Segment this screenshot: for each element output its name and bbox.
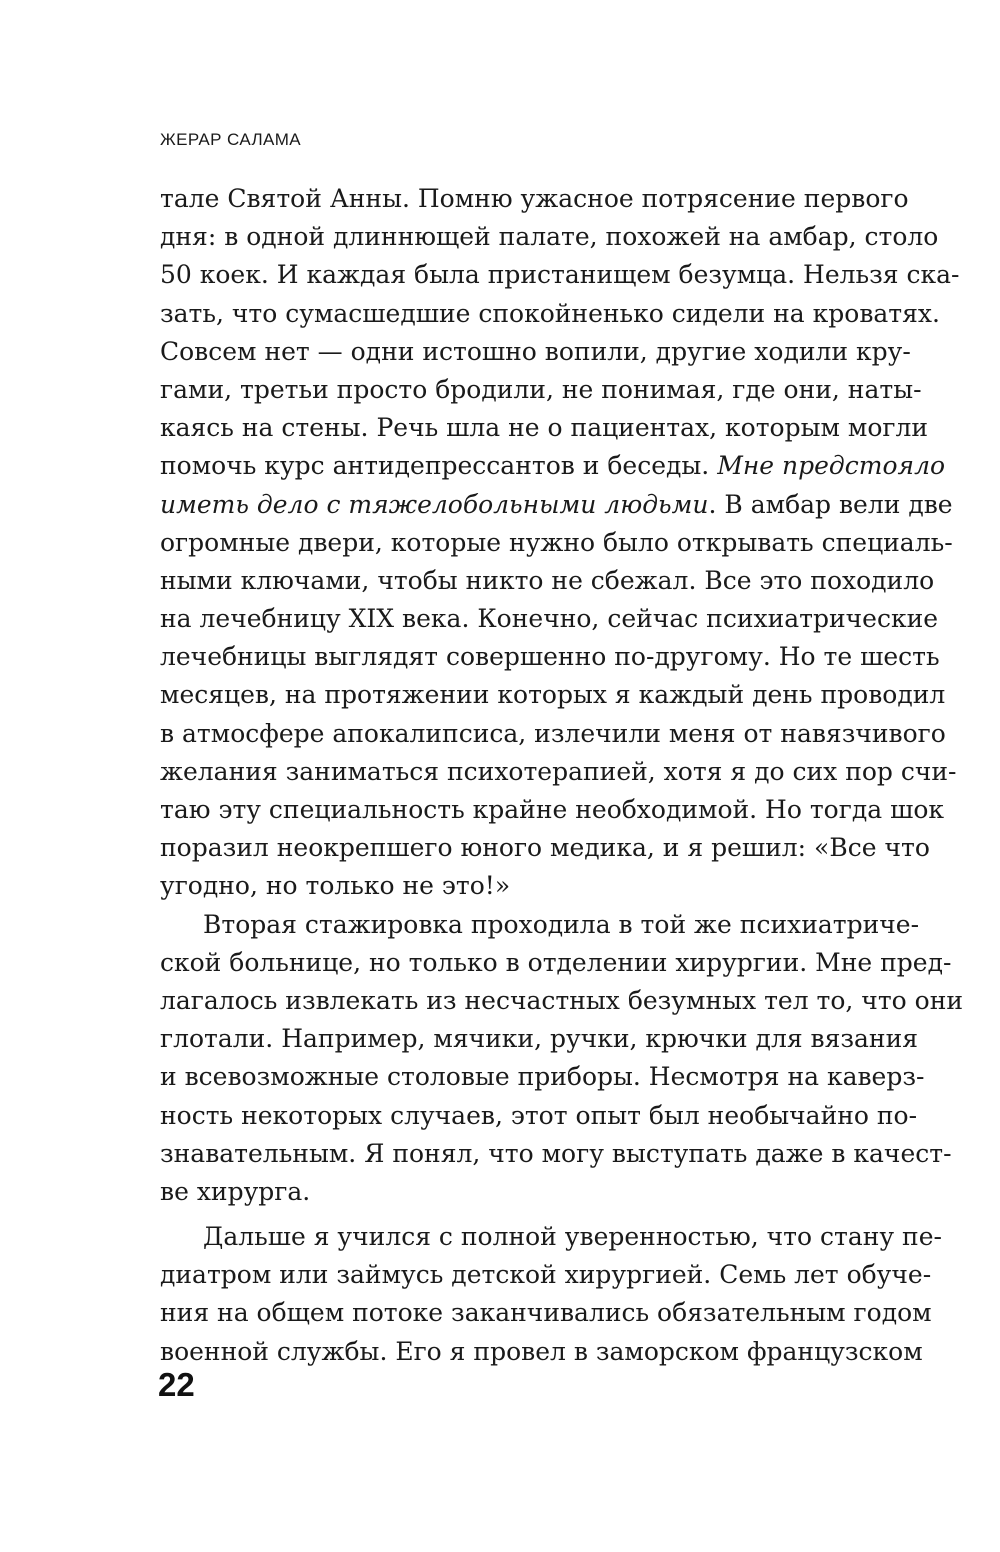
text-line: ве хирурга. [160, 1176, 311, 1206]
italic-segment: иметь дело с тяжелобольными людьми [160, 489, 709, 519]
text-line-mixed [160, 486, 953, 524]
text-line: и всевозможные столовые приборы. Несмотря на каверз- [160, 1062, 925, 1092]
page-number: 22 [158, 1366, 195, 1403]
text-line: Дальше я учился с полной уверенностью, что стану пе- [203, 1222, 942, 1252]
text-line: желания заниматься психотерапией, хотя я до сих пор счи- [160, 756, 957, 786]
text-line: каясь на стены. Речь шла не о пациентах, которым могли [160, 413, 929, 443]
text-line: в атмосфере апокалипсиса, излечили меня от навязчивого [160, 718, 946, 748]
text-line: ными ключами, чтобы никто не сбежал. Все это походило [160, 565, 935, 595]
text-line: поразил неокрепшего юного медика, и я решил: «Все что [160, 833, 930, 863]
text-line: 50 коек. И каждая была пристанищем безумца. Нельзя ска- [160, 260, 960, 290]
italic-segment: Мне предстояло [717, 451, 946, 481]
text-line: угодно, но только не это!» [160, 871, 511, 901]
text-line: гами, третьи просто бродили, не понимая, где они, наты- [160, 374, 922, 404]
text-line: лагалось извлекать из несчастных безумных тел то, что они [160, 985, 964, 1015]
text-line-mixed [160, 447, 946, 485]
text-line: таю эту специальность крайне необходимой. Но тогда шок [160, 795, 944, 824]
text-line: Вторая стажировка проходила в той же психиатриче- [203, 909, 920, 939]
text-line: ской больнице, но только в отделении хирургии. Мне пред- [160, 947, 952, 977]
text-line: на лечебницу XIX века. Конечно, сейчас психиатрические [160, 604, 939, 634]
text-line: ния на общем потоке заканчивались обязательным годом [160, 1298, 932, 1328]
running-head: ЖЕРАР САЛАМА [160, 130, 302, 149]
text-line: знавательным. Я понял, что могу выступать даже в качест- [160, 1138, 952, 1168]
text-line: огромные двери, которые нужно было открывать специаль- [160, 527, 953, 557]
text-line: лечебницы выглядят совершенно по-другому. Но те шесть [160, 642, 940, 672]
text-line: ность некоторых случаев, этот опыт был необычайно по- [160, 1100, 918, 1130]
text-segment: помочь курс антидепрессантов и беседы. [160, 451, 710, 481]
text-line: военной службы. Его я провел в заморском французском [160, 1336, 923, 1366]
text-line: диатром или займусь детской хирургией. Семь лет обуче- [160, 1260, 932, 1290]
text-line: дня: в одной длиннющей палате, похожей на амбар, столо [160, 222, 939, 252]
text-line: зать, что сумасшедшие спокойненько сидели на кроватях. [160, 298, 940, 328]
text-line: глотали. Например, мячики, ручки, крючки для вязания [160, 1024, 919, 1054]
text-segment: . В амбар вели две [708, 489, 953, 519]
text-line: тале Святой Анны. Помню ужасное потрясение первого [160, 184, 909, 213]
text-line: Совсем нет — одни истошно вопили, другие ходили кру- [160, 336, 911, 366]
body-text [160, 180, 964, 1371]
text-line: месяцев, на протяжении которых я каждый день проводил [160, 680, 946, 710]
